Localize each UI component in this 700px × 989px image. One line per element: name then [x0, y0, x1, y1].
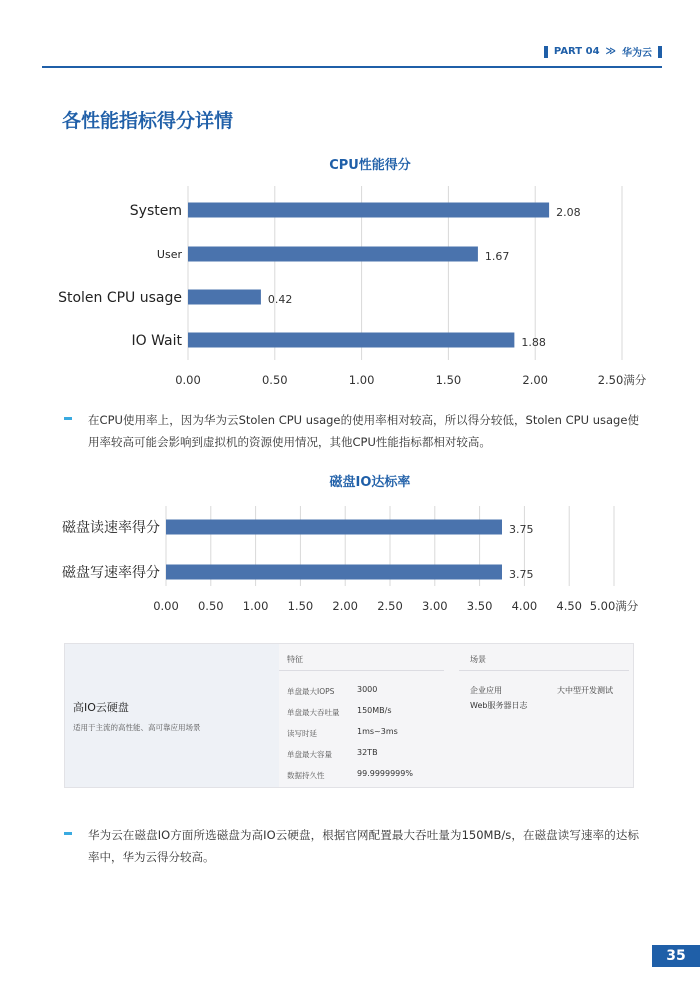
page-title: 各性能指标得分详情: [62, 110, 234, 132]
category-label: User: [156, 247, 182, 261]
scenes-header: 场景: [470, 655, 486, 664]
header-brand: 华为云: [622, 48, 652, 59]
data-label: 3.75: [509, 523, 534, 536]
x-tick-label: 2.50: [377, 599, 403, 613]
header-mark-right: [658, 46, 662, 58]
feature-value: 150MB/s: [357, 706, 392, 715]
bullet-mark: [64, 417, 72, 420]
cpu-chart-title: CPU性能得分: [329, 158, 411, 173]
data-label: 1.67: [484, 250, 510, 263]
product-desc: 适用于主流的高性能、高可靠应用场景: [73, 723, 201, 732]
header-arrows: ≫: [605, 46, 616, 57]
paragraph-cpu: [64, 409, 639, 453]
data-label: 3.75: [509, 568, 534, 581]
x-tick-label: 0.50: [197, 599, 224, 613]
x-tick-label: 3.00: [421, 599, 448, 613]
x-tick-label: 4.00: [511, 599, 538, 613]
header-mark-left: [544, 46, 548, 58]
cpu-score-chart: [40, 178, 660, 396]
bar: [188, 333, 514, 348]
x-tick-label: 0.00: [153, 599, 179, 613]
feature-label: 单盘最大容量: [287, 750, 332, 759]
product-name: 高IO云硬盘: [73, 701, 129, 714]
bar: [188, 203, 549, 218]
disk-chart-title: 磁盘IO达标率: [329, 475, 411, 490]
disk-io-chart: [40, 502, 660, 622]
category-label: IO Wait: [131, 333, 182, 350]
data-label: 2.08: [556, 206, 581, 219]
x-tick-label: 5.00满分: [589, 599, 639, 613]
scenes-divider: [459, 670, 629, 671]
feature-label: 单盘最大吞吐量: [287, 708, 340, 717]
x-tick-label: 2.50满分: [597, 373, 647, 387]
x-tick-label: 0.00: [175, 373, 201, 387]
product-card: [64, 643, 634, 788]
features-divider: [279, 670, 444, 671]
feature-value: 32TB: [357, 748, 378, 757]
x-tick-label: 1.50: [435, 373, 462, 387]
feature-label: 单盘最大IOPS: [287, 687, 335, 696]
features-header: 特征: [287, 655, 303, 664]
product-card-left: [65, 644, 279, 787]
feature-label: 读写时延: [287, 729, 317, 738]
page-header: [544, 44, 662, 59]
feature-value: 99.9999999%: [357, 769, 413, 778]
page-number: 35: [652, 945, 700, 967]
x-tick-label: 3.50: [466, 599, 493, 613]
paragraph-disk-text: 华为云在磁盘IO方面所选磁盘为高IO云硬盘，根据官网配置最大吞吐量为150MB/s，在磁盘读写速率的达标率中，华为云得分较高。: [88, 828, 639, 864]
scene-item: 企业应用: [470, 686, 502, 695]
feature-value: 3000: [357, 685, 378, 694]
paragraph-cpu-text: 在CPU使用率上，因为华为云Stolen CPU usage的使用率相对较高，所以得分较低，Stolen CPU usage使用率较高可能会影响到虚拟机的资源使用情况，其他CPU性能指标都相对较高。: [88, 413, 639, 449]
x-tick-label: 0.50: [261, 373, 288, 387]
x-tick-label: 1.00: [242, 599, 269, 613]
bullet-mark: [64, 832, 72, 835]
paragraph-disk: [64, 824, 639, 868]
feature-value: 1ms~3ms: [357, 727, 398, 736]
scene-item: Web服务器日志: [470, 701, 528, 710]
bar: [188, 290, 261, 305]
category-label: 磁盘读速率得分: [62, 520, 160, 537]
header-divider: [42, 66, 662, 68]
scene-item: 大中型开发测试: [557, 686, 613, 695]
x-tick-label: 2.00: [332, 599, 359, 613]
category-label: Stolen CPU usage: [58, 290, 182, 307]
feature-label: 数据持久性: [287, 771, 325, 780]
x-tick-label: 1.50: [287, 599, 314, 613]
x-tick-label: 4.50: [556, 599, 583, 613]
x-tick-label: 1.00: [348, 373, 375, 387]
header-part: PART 04: [553, 46, 600, 57]
data-label: 0.42: [267, 293, 293, 306]
bar: [166, 565, 502, 580]
category-label: System: [129, 203, 182, 220]
x-tick-label: 2.00: [522, 373, 549, 387]
bar: [166, 520, 502, 535]
data-label: 1.88: [521, 336, 546, 349]
bar: [188, 247, 478, 262]
category-label: 磁盘写速率得分: [62, 565, 160, 582]
